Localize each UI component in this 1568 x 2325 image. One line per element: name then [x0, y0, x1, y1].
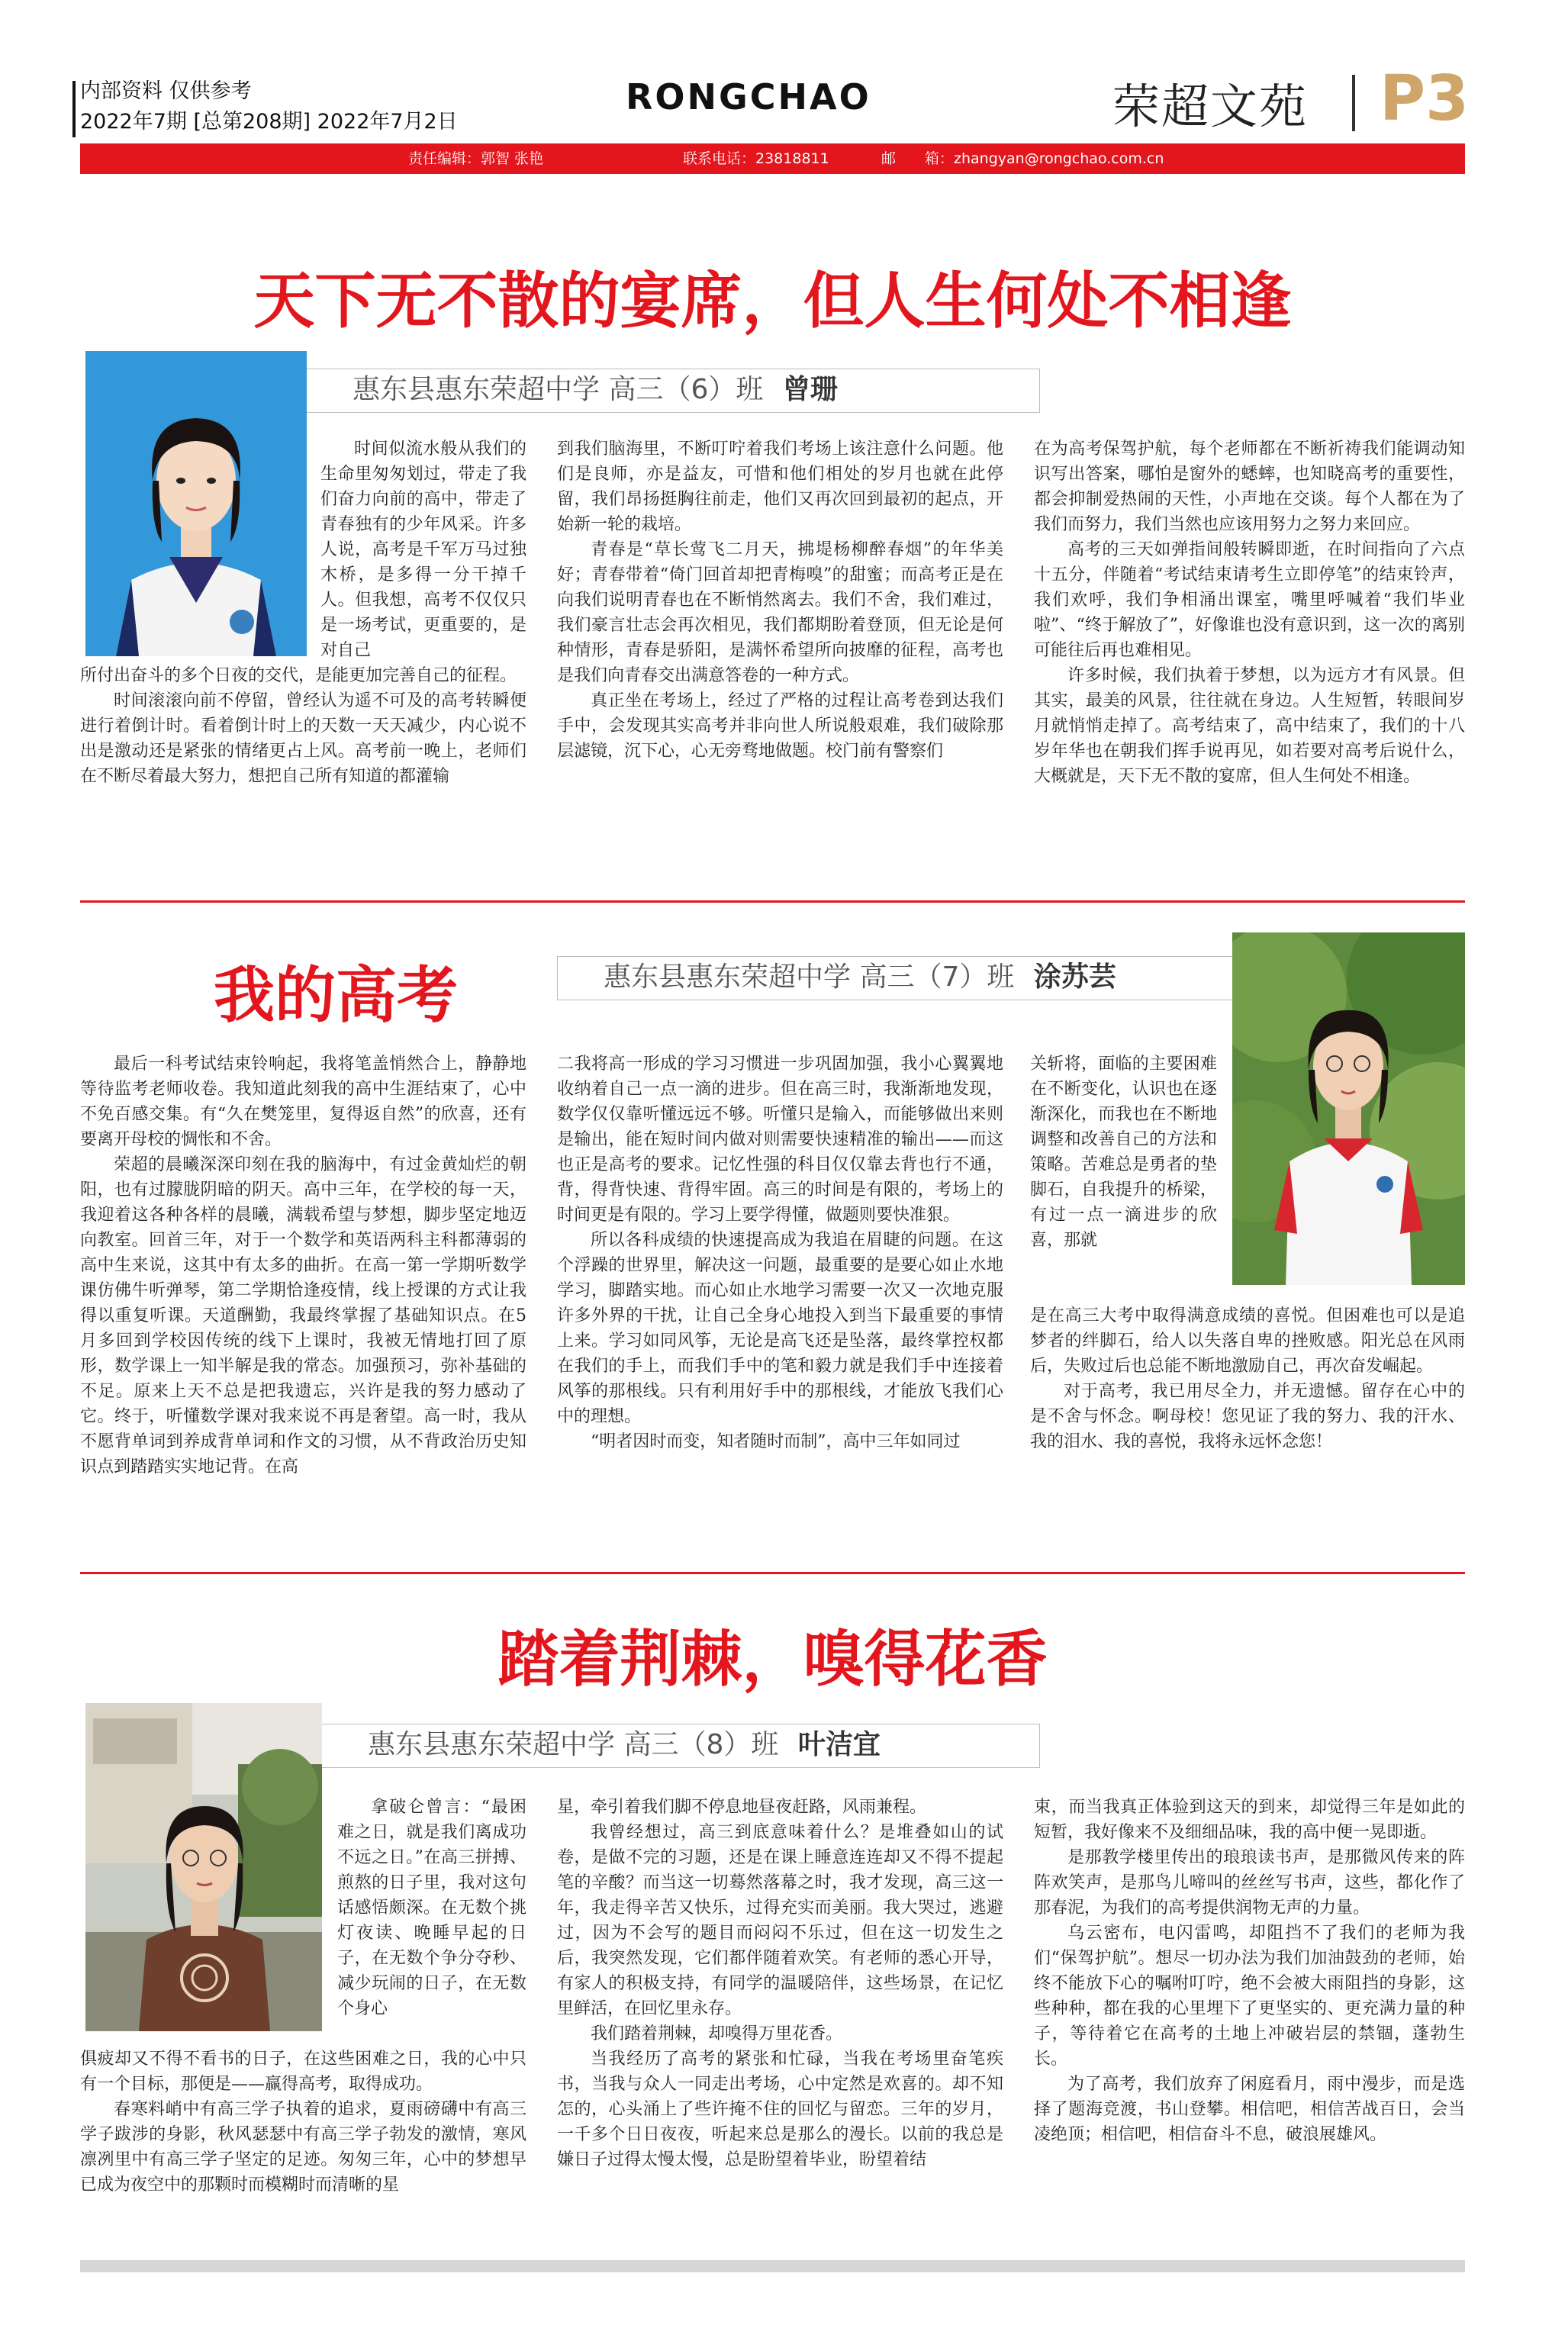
author-photo	[85, 351, 307, 656]
paragraph: 我们踏着荆棘，却嗅得万里花香。	[591, 2024, 843, 2043]
paragraph: 最后一科考试结束铃响起，我将笔盖悄然合上，静静地等待监考老师收卷。我知道此刻我的高中生涯结束了，心中不免百感交集。有“久在樊笼里，复得返自然”的欣喜，还有要离开母校的惆怅和不舍。	[80, 1055, 526, 1149]
article-column-2	[557, 1795, 1003, 2172]
paragraph: 为了高考，我们放弃了闲庭看月，雨中漫步，而是选择了题海竞渡，书山登攀。相信吧，相信苦战百日，会当凌绝顶；相信吧，相信奋斗不息，破浪展雄风。	[1034, 2075, 1465, 2144]
article-column-2	[557, 436, 1003, 764]
byline-author: 涂苏芸	[1033, 961, 1116, 993]
paragraph: 俱疲却又不得不看书的日子，在这些困难之日，我的心中只有一个目标，那便是——赢得高考，取得成功。	[80, 2050, 526, 2094]
article-text-wrap	[320, 436, 526, 663]
paragraph: 在为高考保驾护航，每个老师都在不断祈祷我们能调动知识写出答案，哪怕是窗外的蟋蟀，也知晓高考的重要性，都会抑制爱热闹的天性，小声地在交谈。每个人都在为了我们而努力，我们当然也应该用努力之努力来回应。	[1034, 440, 1465, 534]
paragraph: 许多时候，我们执着于梦想，以为远方才有风景。但其实，最美的风景，往往就在身边。人生短暂，转眼间岁月就悄悄走掉了。高考结束了，高中结束了，我们的十八岁年华也在朝我们挥手说再见，如若要对高考后说什么，大概就是，天下无不散的宴席，但人生何处不相逢。	[1034, 666, 1465, 786]
masthead-note: 内部资料 仅供参考	[80, 79, 252, 103]
paragraph: 星，牵引着我们脚不停息地昼夜赶路，风雨兼程。	[557, 1798, 927, 1817]
paragraph: 关斩将，面临的主要困难在不断变化，认识也在逐渐深化，而我也在不断地调整和改善自己的方法和策略。苦难总是勇者的垫脚石，自我提升的桥梁，有过一点一滴进步的欣喜，那就	[1030, 1055, 1217, 1250]
student-portrait-3	[85, 1703, 322, 2031]
paragraph: 是那教学楼里传出的琅琅读书声，是那微风传来的阵阵欢笑声，是那鸟儿啼叫的丝丝写书声，这些，都化作了那春泥，为我们的高考提供润物无声的力量。	[1034, 1848, 1465, 1918]
paragraph: 是在高三大考中取得满意成绩的喜悦。但困难也可以是追梦者的绊脚石，给人以失落自卑的挫败感。阳光总在风雨后，失败过后也总能不断地激励自己，再次奋发崛起。	[1030, 1306, 1465, 1376]
byline-author: 曾珊	[782, 374, 838, 405]
article-column-3	[1034, 436, 1465, 789]
paragraph: 对于高考，我已用尽全力，并无遗憾。留存在心中的是不舍与怀念。啊母校！您见证了我的努力、我的汗水、我的泪水、我的喜悦，我将永远怀念您！	[1030, 1382, 1465, 1451]
article-title: 天下无不散的宴席，但人生何处不相逢	[253, 266, 1292, 337]
article-column-3	[1034, 1795, 1465, 2147]
article-column-2	[557, 1051, 1003, 1454]
paragraph: 高考的三天如弹指间般转瞬即逝，在时间指向了六点十五分，伴随着“考试结束请考生立即停笔”的结束铃声，我们欢呼，我们争相涌出课室，嘴里呼喊着“我们毕业啦”、“终于解放了”，好像谁也没有意识到，这一次的离别可能往后再也难相见。	[1034, 540, 1465, 660]
paragraph: 我曾经想过，高三到底意味着什么？是堆叠如山的试卷，是做不完的习题，还是在课上睡意连连却又不得不提起笔的辛酸？而当这一切蓦然落幕之时，我才发现，高三这一年，我走得辛苦又快乐，过得充实而美丽。我大哭过，逃避过，因为不会写的题目而闷闷不乐过，但在这一切发生之后，我突然发现，它们都伴随着欢笑。有老师的悉心开导，有家人的积极支持，有同学的温暖陪伴，这些场景，在记忆里鲜活，在回忆里永存。	[557, 1823, 1003, 2018]
paragraph: 二我将高一形成的学习习惯进一步巩固加强，我小心翼翼地收纳着自己一点一滴的进步。但在高三时，我渐渐地发现，数学仅仅靠听懂远远不够。听懂只是输入，而能够做出来则是输出，能在短时间内做对则需要快速精准的输出——而这也正是高考的要求。记忆性强的科目仅仅靠去背也行不通，背，得背快速、背得牢固。高三的时间是有限的，考场上的时间更是有限的。学习上要学得懂，做题则要快准狠。	[557, 1055, 1003, 1225]
section-name: 荣超文苑	[1112, 79, 1309, 134]
byline-school: 惠东县惠东荣超中学 高三（7）班	[604, 961, 1015, 993]
paragraph: 真正坐在考场上，经过了严格的过程让高考卷到达我们手中，会发现其实高考并非向世人所说般艰难，我们破除那层滤镜，沉下心，心无旁骛地做题。校门前有警察们	[557, 691, 1003, 761]
editor-label: 责任编辑：郭智 张艳	[408, 150, 544, 167]
page-number: P3	[1380, 63, 1470, 135]
paragraph: 所以各科成绩的快速提高成为我追在眉睫的问题。在这个浮躁的世界里，解决这一问题，最重要的是要心如止水地学习，脚踏实地。而心如止水地学习需要一次又一次地克服许多外界的干扰，让自己全身心地投入到当下最重要的事情上来。学习如同风筝，无论是高飞还是坠落，最终掌控权都在我们的手上，而我们手中的笔和毅力就是我们手中连接着风筝的那根线。只有利用好手中的那根线，才能放飞我们心中的理想。	[557, 1231, 1003, 1426]
masthead-info	[80, 76, 458, 137]
issue-info: 2022年7期 [总第208期] 2022年7月2日	[80, 110, 458, 134]
paragraph: 时间滚滚向前不停留，曾经认为遥不可及的高考转瞬便进行着倒计时。看着倒计时上的天数一天天减少，内心说不出是激动还是紧张的情绪更占上风。高考前一晚上，老师们在不断尽着最大努力，想把自己所有知道的都灌输	[80, 691, 526, 786]
paragraph: 乌云密布，电闪雷鸣，却阻挡不了我们的老师为我们“保驾护航”。想尽一切办法为我们加油鼓劲的老师，始终不能放下心的嘱咐叮咛，绝不会被大雨阻挡的身影，这些种种，都在我的心里埋下了更坚实的、更充满力量的种子，等待着它在高考的土地上冲破岩层的禁锢，蓬勃生长。	[1034, 1924, 1465, 2069]
article-column-1	[80, 663, 526, 789]
section-rule	[80, 1572, 1465, 1574]
paragraph: 青春是“草长莺飞二月天，拂堤杨柳醉春烟”的年华美好；青春带着“倚门回首却把青梅嗅”的甜蜜；而高考正是在向我们说明青春也在不断悄然离去。我们不舍，我们难过，我们豪言壮志会再次相见，我们都期盼着登顶，但无论是何种情形，青春是骄阳，是满怀希望所向披靡的征程，高考也是我们向青春交出满意答卷的一种方式。	[557, 540, 1003, 685]
email-label: 邮 箱：zhangyan@rongchao.com.cn	[881, 150, 1164, 167]
article-text-wrap	[1030, 1051, 1217, 1253]
paragraph: “明者因时而变，知者随时而制”，高中三年如同过	[591, 1432, 961, 1451]
paragraph: 到我们脑海里，不断叮咛着我们考场上该注意什么问题。他们是良师，亦是益友，可惜和他们相处的岁月也就在此停留，我们昂扬挺胸往前走，他们又再次回到最初的起点，开始新一轮的栽培。	[557, 440, 1003, 534]
student-portrait-1	[85, 351, 307, 656]
paragraph: 拿破仑曾言：“最困难之日，就是我们离成功不远之日。”在高三拼搏、煎熬的日子里，我对这句话感悟颇深。在无数个挑灯夜读、晚睡早起的日子，在无数个争分夺秒、减少玩闹的日子，在无数个身心	[337, 1798, 526, 2018]
phone-label: 联系电话：23818811	[683, 150, 829, 167]
paragraph: 时间似流水般从我们的生命里匆匆划过，带走了我们奋力向前的高中，带走了青春独有的少年风采。许多人说，高考是千军万马过独木桥，是多得一分干掉千人。但我想，高考不仅仅只是一场考试，更重要的，是对自己	[320, 440, 526, 660]
paragraph: 春寒料峭中有高三学子执着的追求，夏雨磅礴中有高三学子跋涉的身影，秋风瑟瑟中有高三学子勃发的激情，寒风凛冽里中有高三学子坚定的足迹。匆匆三年，心中的梦想早已成为夜空中的那颗时而模糊时而清晰的星	[80, 2100, 526, 2195]
author-photo	[1232, 932, 1465, 1285]
byline	[322, 1724, 1040, 1768]
student-portrait-2	[1232, 932, 1465, 1285]
section-rule	[80, 900, 1465, 903]
article-column-1	[80, 2046, 526, 2198]
article-text-wrap	[337, 1795, 526, 2021]
paragraph: 束，而当我真正体验到这天的到来，却觉得三年是如此的短暂，我好像来不及细细品味，我的高中便一晃即逝。	[1034, 1798, 1465, 1842]
paragraph: 荣超的晨曦深深印刻在我的脑海中，有过金黄灿烂的朝阳，也有过朦胧阴暗的阴天。高中三年，在学校的每一天，我迎着这各种各样的晨曦，满载希望与梦想，脚步坚定地迈向教室。回首三年，对于一个数学和英语两科主科都薄弱的高中生来说，这其中有太多的曲折。在高一第一学期听数学课仿佛牛听弹琴，第二学期恰逢疫情，线上授课的方式让我得以重复听课。天道酬勤，我最终掌握了基础知识点。在5月多回到学校因传统的线下上课时，我被无情地打回了原形，数学课上一知半解是我的常态。加强预习，弥补基础的不足。原来上天不总是把我遗忘，兴许是我的努力感动了它。终于，听懂数学课对我来说不再是奢望。高一时，我从不愿背单词到养成背单词和作文的习惯，从不背政治历史知识点到踏踏实实地记背。在高	[80, 1155, 526, 1476]
article-title: 我的高考	[214, 960, 458, 1031]
footer-bar	[80, 2260, 1465, 2272]
byline	[307, 369, 1040, 413]
brand-logo: RONGCHAO	[626, 76, 871, 118]
masthead-divider	[72, 81, 76, 137]
author-photo	[85, 1703, 322, 2031]
paragraph: 当我经历了高考的紧张和忙碌，当我在考场里奋笔疾书，当我与众人一同走出考场，心中定然是欢喜的。却不知怎的，心头涌上了些许掩不住的回忆与留恋。三年的岁月，一千多个日日夜夜，听起来总是那么的漫长。以前的我总是嫌日子过得太慢太慢，总是盼望着毕业，盼望着结	[557, 2050, 1003, 2169]
article-column-1	[80, 1051, 526, 1480]
byline-author: 叶洁宜	[797, 1729, 881, 1760]
byline	[557, 956, 1276, 1000]
section-divider	[1352, 75, 1355, 131]
byline-school: 惠东县惠东荣超中学 高三（6）班	[353, 374, 764, 405]
editor-bar	[80, 143, 1465, 174]
byline-school: 惠东县惠东荣超中学 高三（8）班	[368, 1729, 779, 1760]
article-column-3	[1030, 1303, 1465, 1454]
article-title: 踏着荆棘，嗅得花香	[497, 1624, 1048, 1695]
paragraph: 所付出奋斗的多个日夜的交代，是能更加完善自己的征程。	[80, 666, 517, 685]
